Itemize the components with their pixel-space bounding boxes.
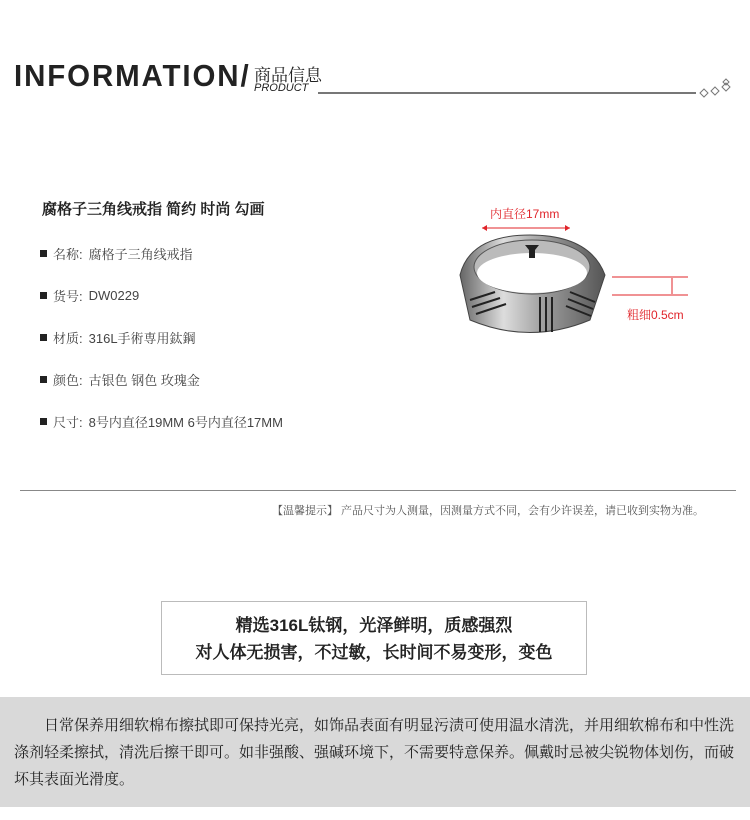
spec-value: DW0229 (88, 288, 140, 303)
bullet-icon (40, 376, 47, 383)
spec-label: 颜色: (53, 373, 83, 388)
spec-row (40, 286, 139, 305)
highlight-line-1: 精选316L钛钢，光泽鲜明，质感强烈 (235, 616, 513, 635)
spec-label: 货号: (53, 289, 83, 304)
ring-image (440, 215, 740, 345)
spec-label: 名称: (53, 247, 83, 262)
highlight-line-2: 对人体无损害，不过敏，长时间不易变形，变色 (195, 643, 553, 662)
spec-value: 古银色 钢色 玫瑰金 (88, 373, 200, 388)
title-subtitle: PRODUCT (254, 82, 309, 94)
spec-value: 8号内直径19MM 6号内直径17MM (88, 415, 283, 430)
title-english: INFORMATION/ (14, 58, 251, 93)
spec-row (40, 370, 200, 389)
spec-label: 材质: (53, 331, 83, 346)
bullet-icon (40, 418, 47, 425)
highlight-box (161, 601, 587, 675)
thickness-label: 粗细0.5cm (627, 308, 684, 322)
title-chinese: 商品信息 (254, 66, 322, 85)
product-name: 腐格子三角线戒指 简约 时尚 勾画 (42, 201, 265, 218)
inner-diameter-label: 内直径17mm (490, 207, 560, 221)
spec-row (40, 328, 196, 347)
spec-value: 腐格子三角线戒指 (88, 247, 193, 262)
spec-value: 316L手術専用鈦鋼 (88, 331, 196, 346)
section-divider (20, 490, 736, 491)
spec-label: 尺寸: (53, 415, 83, 430)
care-text: 日常保养用细软棉布擦拭即可保持光亮，如饰品表面有明显污渍可使用温水清洗，并用细软棉布和中性洗涤剂轻柔擦拭，清洗后擦干即可。如非强酸、强碱环境下，不需要特意保养。佩戴时忌被尖锐物体划伤，而破坏其表面光滑度。 (14, 717, 735, 788)
spec-row (40, 412, 283, 431)
header-divider (318, 92, 696, 94)
bullet-icon (40, 292, 47, 299)
spec-row (40, 244, 193, 263)
diamond-decoration-icon (698, 78, 734, 100)
care-section (0, 697, 750, 807)
measurement-tip: 【温馨提示】 产品尺寸为人测量，因测量方式不同，会有少许误差，请已收到实物为准。 (272, 505, 705, 517)
bullet-icon (40, 250, 47, 257)
bullet-icon (40, 334, 47, 341)
